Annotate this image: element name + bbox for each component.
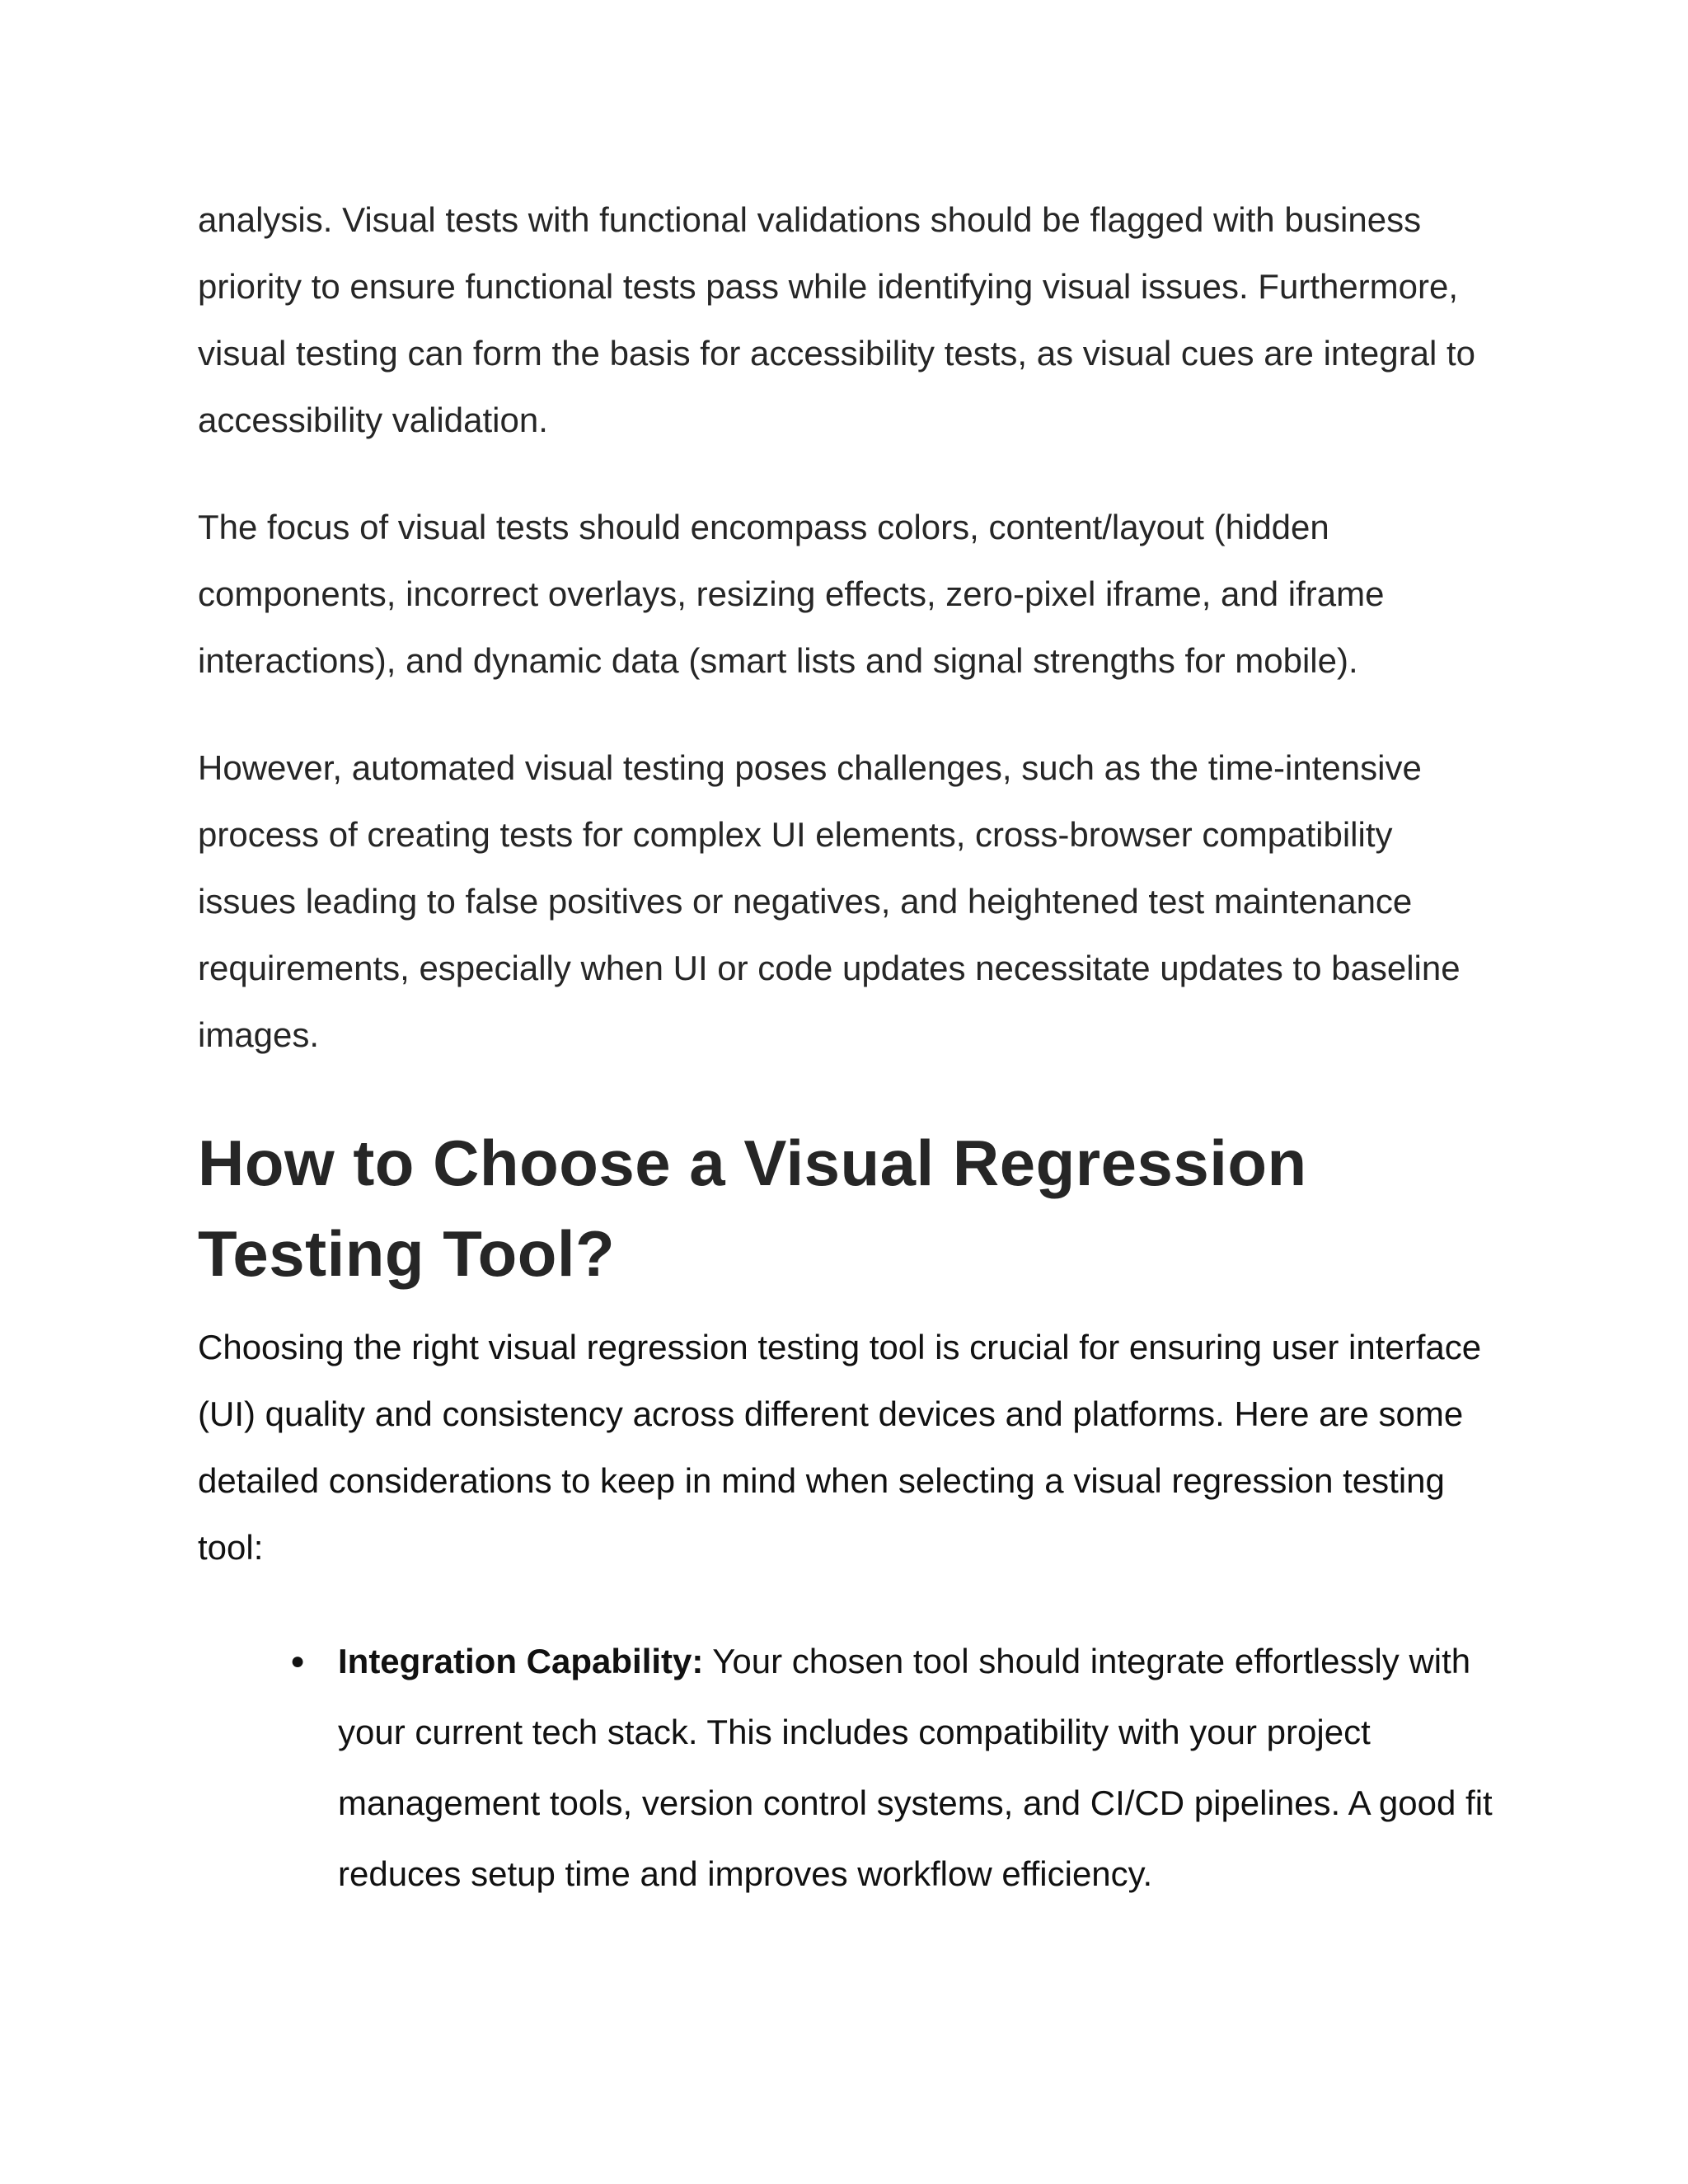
considerations-list: [198, 1626, 1500, 1910]
list-item-integration-capability: [198, 1626, 1500, 1910]
paragraph-visual-test-focus: The focus of visual tests should encompass colors, content/layout (hidden components, incorrect overlays, resizing effects, zero-pixel iframe, and iframe interactions), and dynamic data (smart lists and signal strengths for mobile).: [198, 508, 1385, 680]
list-item-text: Your chosen tool should integrate effortlessly with your current tech stack. This includes compatibility with your project management tools, version control systems, and CI/CD pipelines. A good fit reduces setup time and improves workflow efficiency.: [338, 1642, 1493, 1893]
paragraph-challenges: However, automated visual testing poses challenges, such as the time-intensive process of creating tests for complex UI elements, cross-browser compatibility issues leading to false positives or negatives, and heightened test maintenance requirements, especially when UI or code updates necessitate updates to baseline images.: [198, 748, 1461, 1054]
section-heading: How to Choose a Visual Regression Testing Tool?: [198, 1127, 1307, 1290]
document-body: [198, 186, 1500, 1910]
paragraph-accessibility: analysis. Visual tests with functional validations should be flagged with business priority to ensure functional tests pass while identifying visual issues. Furthermore, visual testing can form the basis for accessibility tests, as visual cues are integral to accessibility validation.: [198, 200, 1476, 439]
section-intro-paragraph: Choosing the right visual regression testing tool is crucial for ensuring user interface (UI) quality and consistency across different devices and platforms. Here are some detailed considerations to keep in mind when selecting a visual regression testing tool:: [198, 1328, 1482, 1567]
bullet-icon: ●: [290, 1647, 306, 1675]
list-item-label: Integration Capability:: [338, 1642, 704, 1680]
